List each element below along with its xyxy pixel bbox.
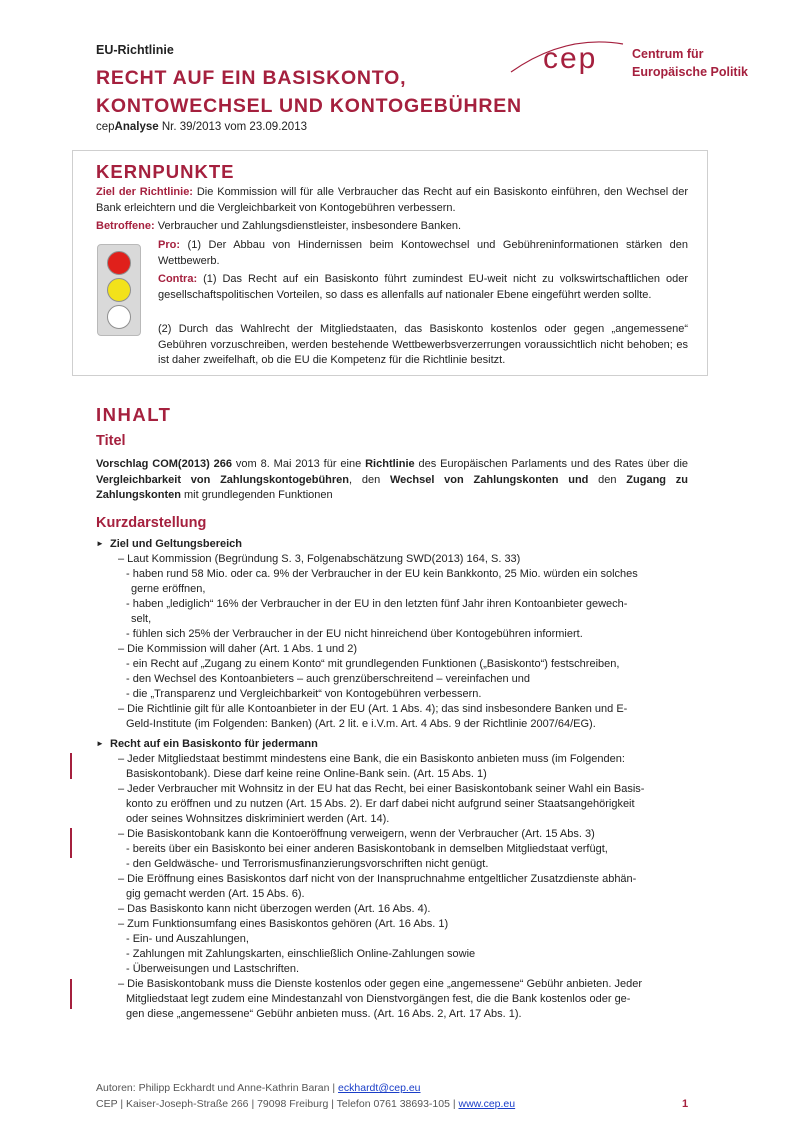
page-number: 1 [682,1098,689,1110]
kernpunkte-ziel [96,185,688,216]
body-line: – Die Kommission will daher (Art. 1 Abs. 1 und 2) [118,643,358,655]
red-light-icon [107,251,131,275]
body-line: - haben rund 58 Mio. oder ca. 9% der Verbraucher in der EU kein Bankkonto, 25 Mio. würden ein solches [126,568,638,580]
proposal-title-run: Wechsel von Zahlungskonten und [389,473,589,486]
traffic-light-icon [97,244,141,336]
ziel-text: Die Kommission will für alle Verbraucher das Recht auf ein Basiskonto einführen, den Wechsel der Bank erleichtern und die Vergleichbarkeit von Kontogebühren verbessern. [96,186,688,214]
body-line: – Die Basiskontobank muss die Dienste kostenlos oder gegen eine „angemessene“ Gebühr anbieten. Jeder [118,978,643,990]
logo-mark: cep [543,42,598,75]
contra-label: Contra: [158,273,198,285]
logo-name-line-1: Centrum für [632,47,704,61]
pro-text: (1) Der Abbau von Hindernissen beim Kontowechsel und Gebühreninformationen stärken den Wettbewerb. [158,239,688,267]
address-text: CEP | Kaiser-Joseph-Straße 266 | 79098 Freiburg | Telefon 0761 38693-105 | [96,1098,459,1110]
body-line: - Zahlungen mit Zahlungskarten, einschließlich Online-Zahlungen sowie [126,948,476,960]
proposal-title-run: Vergleichbarkeit von Zahlungskontogebühren [96,473,350,486]
body-line: gerne eröffnen, [131,583,206,595]
section-marker-icon: ► [96,739,104,748]
body-line: - Ein- und Auszahlungen, [126,933,249,945]
body-line: - bereits über ein Basiskonto bei einer anderen Basiskontobank in demselben Mitgliedstaat verfügt, [126,843,608,855]
author-email-link[interactable]: eckhardt@cep.eu [338,1082,421,1094]
section-marker-icon: ► [96,539,104,548]
titel-heading: Titel [96,433,126,449]
change-marker [70,753,72,779]
proposal-title-run: Richtlinie [365,458,415,470]
body-line: konto zu eröffnen und zu nutzen (Art. 15 Abs. 2). Er darf dabei nicht aufgrund seiner Staatsangehörigkeit [126,798,635,810]
proposal-title-paragraph [96,457,688,504]
proposal-title-run: vom 8. Mai 2013 für eine [232,458,366,470]
inhalt-title: INHALT [96,404,172,425]
title-line-2: KONTOWECHSEL UND KONTOGEBÜHREN [96,95,522,117]
logo-name [632,45,748,81]
proposal-title-run: mit grundlegenden Funktionen [180,489,333,501]
body-line: – Zum Funktionsumfang eines Basiskontos gehören (Art. 16 Abs. 1) [118,918,449,930]
analysis-meta [96,121,307,133]
ziel-label: Ziel der Richtlinie: [96,186,193,198]
body-line: – Jeder Verbraucher mit Wohnsitz in der EU hat das Recht, bei einer Basiskontobank seiner Wahl ein Basis- [118,783,645,795]
footer-authors [96,1082,421,1094]
body-line: gen diese „angemessene“ Gebühr anbieten muss. (Art. 16 Abs. 2, Art. 17 Abs. 1). [126,1008,522,1020]
contra-text: (1) Das Recht auf ein Basiskonto führt zumindest EU-weit nicht zu volkswirtschaftlichen oder gesellschaftspolitischen Vorteilen, so dass es allenfalls auf nationaler Ebene eingeführt werden sollte. [158,273,688,301]
body-line: oder seines Wohnsitzes diskriminiert werden (Art. 14). [126,813,390,825]
kernpunkte-betroffene [96,219,688,235]
website-link[interactable]: www.cep.eu [458,1098,516,1110]
body-line: selt, [131,613,152,625]
meta-prefix: cep [96,121,115,133]
footer-address [96,1098,515,1110]
meta-rest: Nr. 39/2013 vom 23.09.2013 [158,121,307,133]
body-line: – Jeder Mitgliedstaat bestimmt mindestens eine Bank, die ein Basiskonto anbieten muss (im Folgenden: [118,753,625,765]
kernpunkte-pro [158,238,688,269]
kernpunkte-contra-2: (2) Durch das Wahlrecht der Mitgliedstaaten, das Basiskonto kostenlos oder gegen „angemessene“ Gebühren vorzuschreiben, werden bestehende Wettbewerbsverzerrungen voraussichtlich nicht behoben; es ist daher zweifelhaft, ob die EU die Kompetenz für die Richtlinie besitzt. [158,323,688,366]
proposal-title-run: Zugang zu Zahlungskonten [96,473,689,501]
meta-bold: Analyse [114,121,159,133]
document-title [96,64,536,120]
betroffene-text: Verbraucher und Zahlungsdienstleister, insbesondere Banken. [154,220,462,232]
document-type-label: EU-Richtlinie [96,43,174,57]
proposal-title-run: des Europäischen Parlaments und des Rates über die [414,458,689,470]
kernpunkte-title: KERNPUNKTE [96,161,235,182]
body-line: - die „Transparenz und Vergleichbarkeit“ von Kontogebühren verbessern. [126,688,482,700]
body-line: gig gemacht werden (Art. 15 Abs. 6). [126,888,305,900]
change-marker [70,979,72,1009]
kernpunkte-contra [158,272,688,303]
body-line: – Das Basiskonto kann nicht überzogen werden (Art. 16 Abs. 4). [118,903,431,915]
body-line: - Überweisungen und Lastschriften. [126,963,300,975]
yellow-light-icon [107,278,131,302]
betroffene-label: Betroffene: [96,220,155,232]
proposal-title-run: den [588,473,627,486]
body-line: – Die Richtlinie gilt für alle Kontoanbieter in der EU (Art. 1 Abs. 4); das sind insbesondere Banken und E- [118,703,628,715]
white-light-icon [107,305,131,329]
body-line: - haben „lediglich“ 16% der Verbraucher in der EU in den letzten fünf Jahr ihren Kontoanbieter gewech- [126,598,628,610]
authors-text: Autoren: Philipp Eckhardt und Anne-Kathrin Baran | [96,1082,339,1094]
body-line: - fühlen sich 25% der Verbraucher in der EU nicht hinreichend über Kontogebühren informiert. [126,628,583,640]
body-line: - den Geldwäsche- und Terrorismusfinanzierungsvorschriften nicht genügt. [126,858,489,870]
body-line: – Die Eröffnung eines Basiskontos darf nicht von der Inanspruchnahme entgeltlicher Zusatzdienste abhän- [118,873,637,885]
body-line: Basiskontobank). Diese darf keine reine Online-Bank sein. (Art. 15 Abs. 1) [126,768,487,780]
proposal-title-run: , den [349,473,390,486]
title-line-1: RECHT AUF EIN BASISKONTO, [96,67,407,89]
body-line: - den Wechsel des Kontoanbieters – auch grenzüberschreitend – vereinfachen und [126,673,531,685]
body-line: Mitgliedstaat legt zudem eine Mindestanzahl von Dienstvorgängen fest, die die Bank kostenlos oder ge- [126,993,631,1005]
body-line: - ein Recht auf „Zugang zu einem Konto“ mit grundlegenden Funktionen („Basiskonto“) festschreiben, [126,658,620,670]
section-heading: Ziel und Geltungsbereich [110,538,243,550]
kurzdarstellung-heading: Kurzdarstellung [96,515,207,531]
change-marker [70,828,72,858]
body-line: Geld-Institute (im Folgenden: Banken) (Art. 2 lit. e i.V.m. Art. 4 Abs. 9 der Richtlinie 2007/64/EG). [126,718,596,730]
body-line: – Die Basiskontobank kann die Kontoeröffnung verweigern, wenn der Verbraucher (Art. 15 Abs. 3) [118,828,595,840]
body-line: – Laut Kommission (Begründung S. 3, Folgenabschätzung SWD(2013) 164, S. 33) [118,553,521,565]
logo-name-line-2: Europäische Politik [632,65,749,79]
proposal-title-run: Vorschlag COM(2013) 266 [96,458,232,470]
section-heading: Recht auf ein Basiskonto für jedermann [110,738,318,750]
pro-label: Pro: [158,239,180,251]
